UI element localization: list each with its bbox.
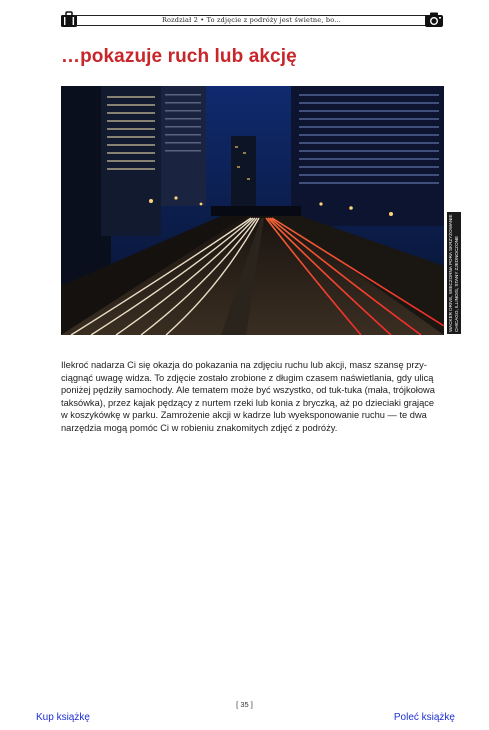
- body-line: poniżej pędziły samochody. Ale tematem może być wszystko, od tuk-tuka (mała, trójkołowa: [61, 385, 435, 396]
- city-night-photo: [61, 86, 444, 335]
- section-title: …pokazuje ruch lub akcję: [61, 46, 297, 67]
- body-line: Ilekroć nadarza Ci się okazja do pokazania na zdjęciu ruchu lub akcji, masz szansę przy-: [61, 360, 427, 370]
- page-number: [ 35 ]: [236, 700, 253, 709]
- buy-book-link[interactable]: Kup książkę: [36, 712, 90, 723]
- running-header: [60, 13, 443, 29]
- body-line: w koszykówkę w parku. Zamrożenie akcji w kadrze lub wyeksponowanie ruchu — te dwa: [61, 410, 427, 421]
- caption-line: CHICAGO, ILLINOIS, STANY ZJEDNOCZONE: [454, 235, 459, 332]
- running-title: Rozdział 2 • To zdjęcie z podróży jest świetne, bo...: [161, 16, 342, 24]
- recommend-book-link[interactable]: Poleć książkę: [393, 712, 455, 723]
- body-line: ciągnąć uwagę widza. To zdjęcie zostało zrobione z długim czasem naświetlania, gdy ulicą: [61, 372, 434, 383]
- body-line: narzędzia mogą pomóc Ci w robieniu znakomitych zdjęć z podróży.: [61, 422, 338, 433]
- photo-side-caption: [447, 212, 461, 334]
- camera-icon: [424, 11, 444, 28]
- caption-line: WACKER DRIVE, WIECZORNA PORA SKRZYŻOWANIE: [448, 214, 453, 332]
- body-line: taksówka), przez kajak pędzący z nurtem rzeki lub konia z bryczką, aż po dzieciaki grające: [61, 397, 435, 408]
- body-paragraph: [61, 359, 445, 435]
